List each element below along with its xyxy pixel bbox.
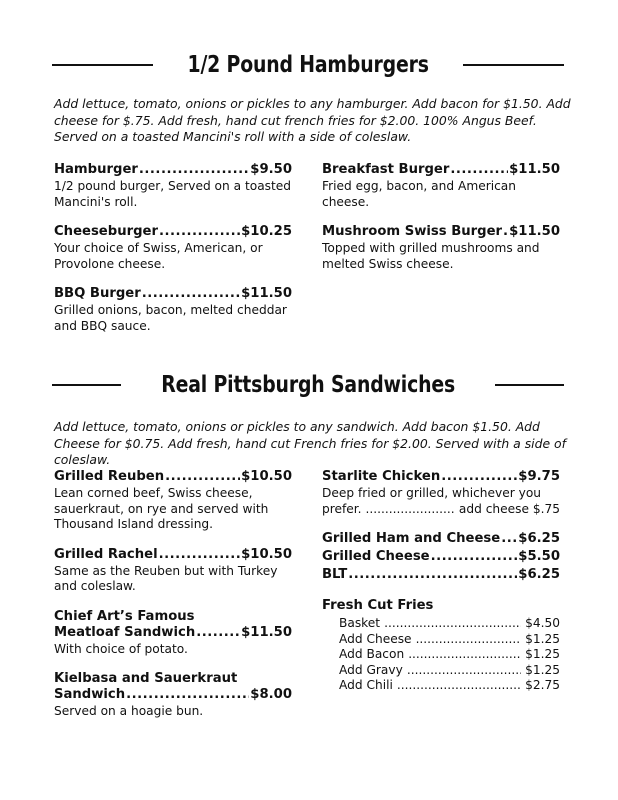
fries-label: Add Bacon <box>339 647 405 661</box>
addon-text-right: add cheese $.75 <box>458 501 560 516</box>
item-price: $11.50 <box>509 224 560 239</box>
menu-item-meatloaf-sandwich <box>54 609 292 658</box>
fries-price: $1.25 <box>525 631 560 646</box>
item-description: Fried egg, bacon, and American cheese. <box>322 179 516 209</box>
sandwiches-right-column <box>322 469 560 694</box>
item-name: Grilled Cheese <box>322 549 430 564</box>
fries-row-add-cheese <box>339 632 560 648</box>
fries-label: Add Cheese <box>339 631 412 646</box>
hamburgers-heading <box>52 52 564 78</box>
fries-price: $2.75 <box>525 678 560 692</box>
fresh-cut-fries <box>322 598 560 694</box>
fries-price: $1.25 <box>525 647 560 661</box>
fries-row-add-chili <box>339 678 560 694</box>
fries-label: Basket <box>339 616 381 630</box>
item-name: Grilled Reuben <box>54 469 165 484</box>
item-price: $10.50 <box>241 469 292 484</box>
grilled-items-stack <box>322 531 560 583</box>
hamburgers-left-column <box>54 162 292 348</box>
item-description: With choice of potato. <box>54 641 188 656</box>
item-name: Mushroom Swiss Burger <box>322 224 503 239</box>
item-name: Starlite Chicken <box>322 469 441 484</box>
heading-rule-left <box>52 64 153 66</box>
fries-row-add-bacon <box>339 647 560 663</box>
fries-row-basket <box>339 616 560 632</box>
fries-label: Add Gravy <box>339 662 403 677</box>
item-description: Served on a hoagie bun. <box>54 704 204 718</box>
fries-price: $1.25 <box>525 662 560 677</box>
item-name: Breakfast Burger <box>322 162 450 177</box>
item-name: Grilled Ham and Cheese <box>322 531 501 546</box>
sandwiches-title: Real Pittsburgh Sandwiches <box>161 372 455 398</box>
addon-text-left: prefer. <box>322 501 362 516</box>
heading-rule-right <box>463 64 564 66</box>
menu-item-blt <box>322 567 560 583</box>
item-description: Topped with grilled mushrooms and melted Swiss cheese. <box>322 241 540 271</box>
fries-price: $4.50 <box>525 616 560 630</box>
item-price: $8.00 <box>250 687 292 702</box>
sandwiches-heading <box>52 372 564 398</box>
menu-item-grilled-cheese <box>322 549 560 565</box>
item-description: Grilled onions, bacon, melted cheddar and BBQ sauce. <box>54 303 287 333</box>
hamburgers-intro: Add lettuce, tomato, onions or pickles to any hamburger. Add bacon for $1.50. Add cheese for $.75. Add fresh, hand cut french fries for $2.00. 100% Angus Beef. Served on a toasted Mancini's roll with a side of coleslaw. <box>54 96 571 144</box>
fries-title: Fresh Cut Fries <box>322 598 434 613</box>
item-name: Sandwich <box>54 687 126 702</box>
menu-item-kielbasa-sandwich <box>54 671 292 720</box>
hamburgers-right-column <box>322 162 560 286</box>
item-price: $6.25 <box>518 567 560 582</box>
menu-item-mushroom-swiss-burger <box>322 224 560 272</box>
menu-item-hamburger <box>54 162 292 210</box>
item-price: $11.50 <box>241 624 292 640</box>
menu-item-breakfast-burger <box>322 162 560 210</box>
item-price: $5.50 <box>518 549 560 564</box>
menu-item-grilled-reuben <box>54 469 292 533</box>
item-description: 1/2 pound burger, Served on a toasted Mancini's roll. <box>54 179 292 209</box>
item-price: $10.50 <box>241 546 292 562</box>
menu-item-cheeseburger <box>54 224 292 272</box>
item-price: $6.25 <box>518 531 560 546</box>
sandwiches-intro: Add lettuce, tomato, onions or pickles to any sandwich. Add bacon $1.50. Add Cheese for $0.75. Add fresh, hand cut French fries for $2.00. Served with a side of coleslaw. <box>54 419 566 467</box>
item-price: $10.25 <box>241 224 292 239</box>
hamburgers-title: 1/2 Pound Hamburgers <box>187 52 429 78</box>
menu-item-grilled-rachel <box>54 547 292 595</box>
item-price: $9.75 <box>518 469 560 484</box>
menu-item-grilled-ham-and-cheese <box>322 531 560 547</box>
heading-rule-right <box>495 384 564 386</box>
item-name-line1: Chief Art’s Famous <box>54 608 195 624</box>
item-name: Grilled Rachel <box>54 546 158 562</box>
item-price: $9.50 <box>250 162 292 177</box>
item-price: $11.50 <box>509 162 560 177</box>
item-name-line1: Kielbasa and Sauerkraut <box>54 671 238 686</box>
item-description: Lean corned beef, Swiss cheese, sauerkraut, on rye and served with Thousand Island dressing. <box>54 486 269 531</box>
fries-row-add-gravy <box>339 663 560 679</box>
item-name: Cheeseburger <box>54 224 158 239</box>
item-price: $11.50 <box>241 286 292 301</box>
item-name: BLT <box>322 567 348 582</box>
item-description-addon <box>322 502 560 518</box>
item-description: Same as the Reuben but with Turkey and coleslaw. <box>54 563 278 593</box>
menu-item-starlite-chicken <box>322 469 560 517</box>
item-name: BBQ Burger <box>54 286 141 301</box>
heading-rule-left <box>52 384 121 386</box>
item-description: Your choice of Swiss, American, or Provolone cheese. <box>54 241 263 271</box>
item-description: Deep fried or grilled, whichever you <box>322 486 542 500</box>
menu-item-bbq-burger <box>54 286 292 334</box>
fries-label: Add Chili <box>339 678 393 692</box>
item-name: Meatloaf Sandwich <box>54 624 196 640</box>
sandwiches-left-column <box>54 469 292 734</box>
item-name: Hamburger <box>54 162 138 177</box>
